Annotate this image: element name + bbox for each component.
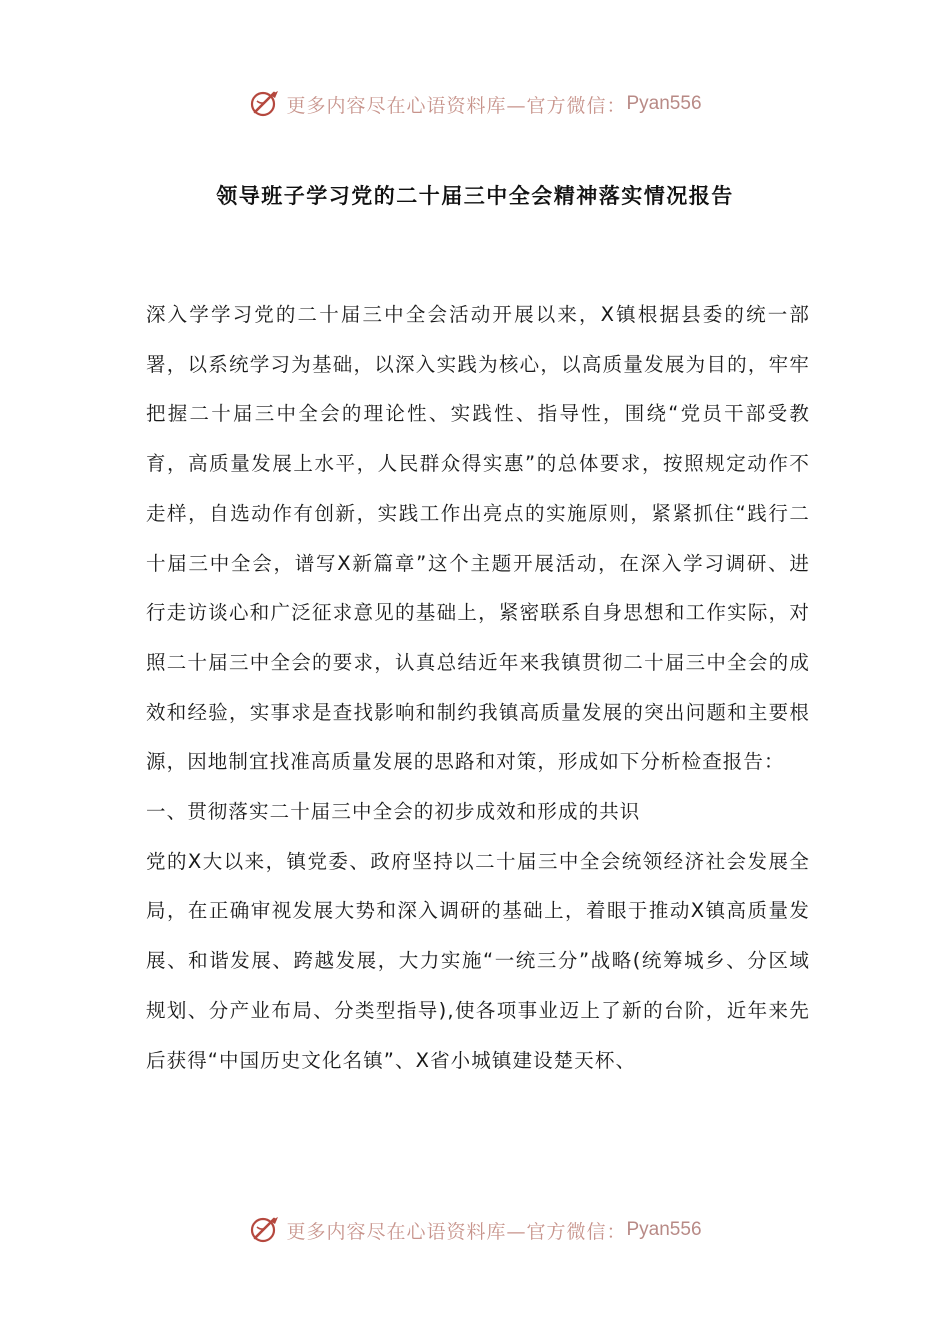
watermark-text: 更多内容尽在心语资料库—官方微信： xyxy=(286,94,627,117)
pen-logo-icon xyxy=(248,87,282,121)
watermark-text: 更多内容尽在心语资料库—官方微信： xyxy=(286,1220,627,1243)
document-title: 领导班子学习党的二十届三中全会精神落实情况报告 xyxy=(216,184,734,208)
watermark-header xyxy=(0,84,950,124)
document-body xyxy=(146,290,810,1085)
watermark-wechat-id: Pyan556 xyxy=(626,93,702,114)
section-heading: 一、贯彻落实二十届三中全会的初步成效和形成的共识 xyxy=(146,800,641,824)
watermark-wechat-id: Pyan556 xyxy=(626,1219,702,1240)
pen-logo-icon xyxy=(248,1213,282,1247)
section-paragraph: 党的X大以来，镇党委、政府坚持以二十届三中全会统领经济社会发展全局，在正确审视发展大势和深入调研的基础上，着眼于推动X镇高质量发展、和谐发展、跨越发展，大力实施“一统三分”战略(统筹城乡、分区域规划、分产业布局、分类型指导),使各项事业迈上了新的台阶，近年来先后获得“中国历史文化名镇”、X省小城镇建设楚天杯、 xyxy=(146,849,810,1072)
watermark-footer xyxy=(0,1210,950,1250)
intro-paragraph: 深入学学习党的二十届三中全会活动开展以来，X镇根据县委的统一部署，以系统学习为基础，以深入实践为核心，以高质量发展为目的，牢牢把握二十届三中全会的理论性、实践性、指导性，围绕“党员干部受教育，高质量发展上水平，人民群众得实惠”的总体要求，按照规定动作不走样，自选动作有创新，实践工作出亮点的实施原则，紧紧抓住“践行二十届三中全会，谱写X新篇章”这个主题开展活动，在深入学习调研、进行走访谈心和广泛征求意见的基础上，紧密联系自身思想和工作实际，对照二十届三中全会的要求，认真总结近年来我镇贯彻二十届三中全会的成效和经验，实事求是查找影响和制约我镇高质量发展的突出问题和主要根源，因地制宜找准高质量发展的思路和对策，形成如下分析检查报告： xyxy=(146,303,810,774)
